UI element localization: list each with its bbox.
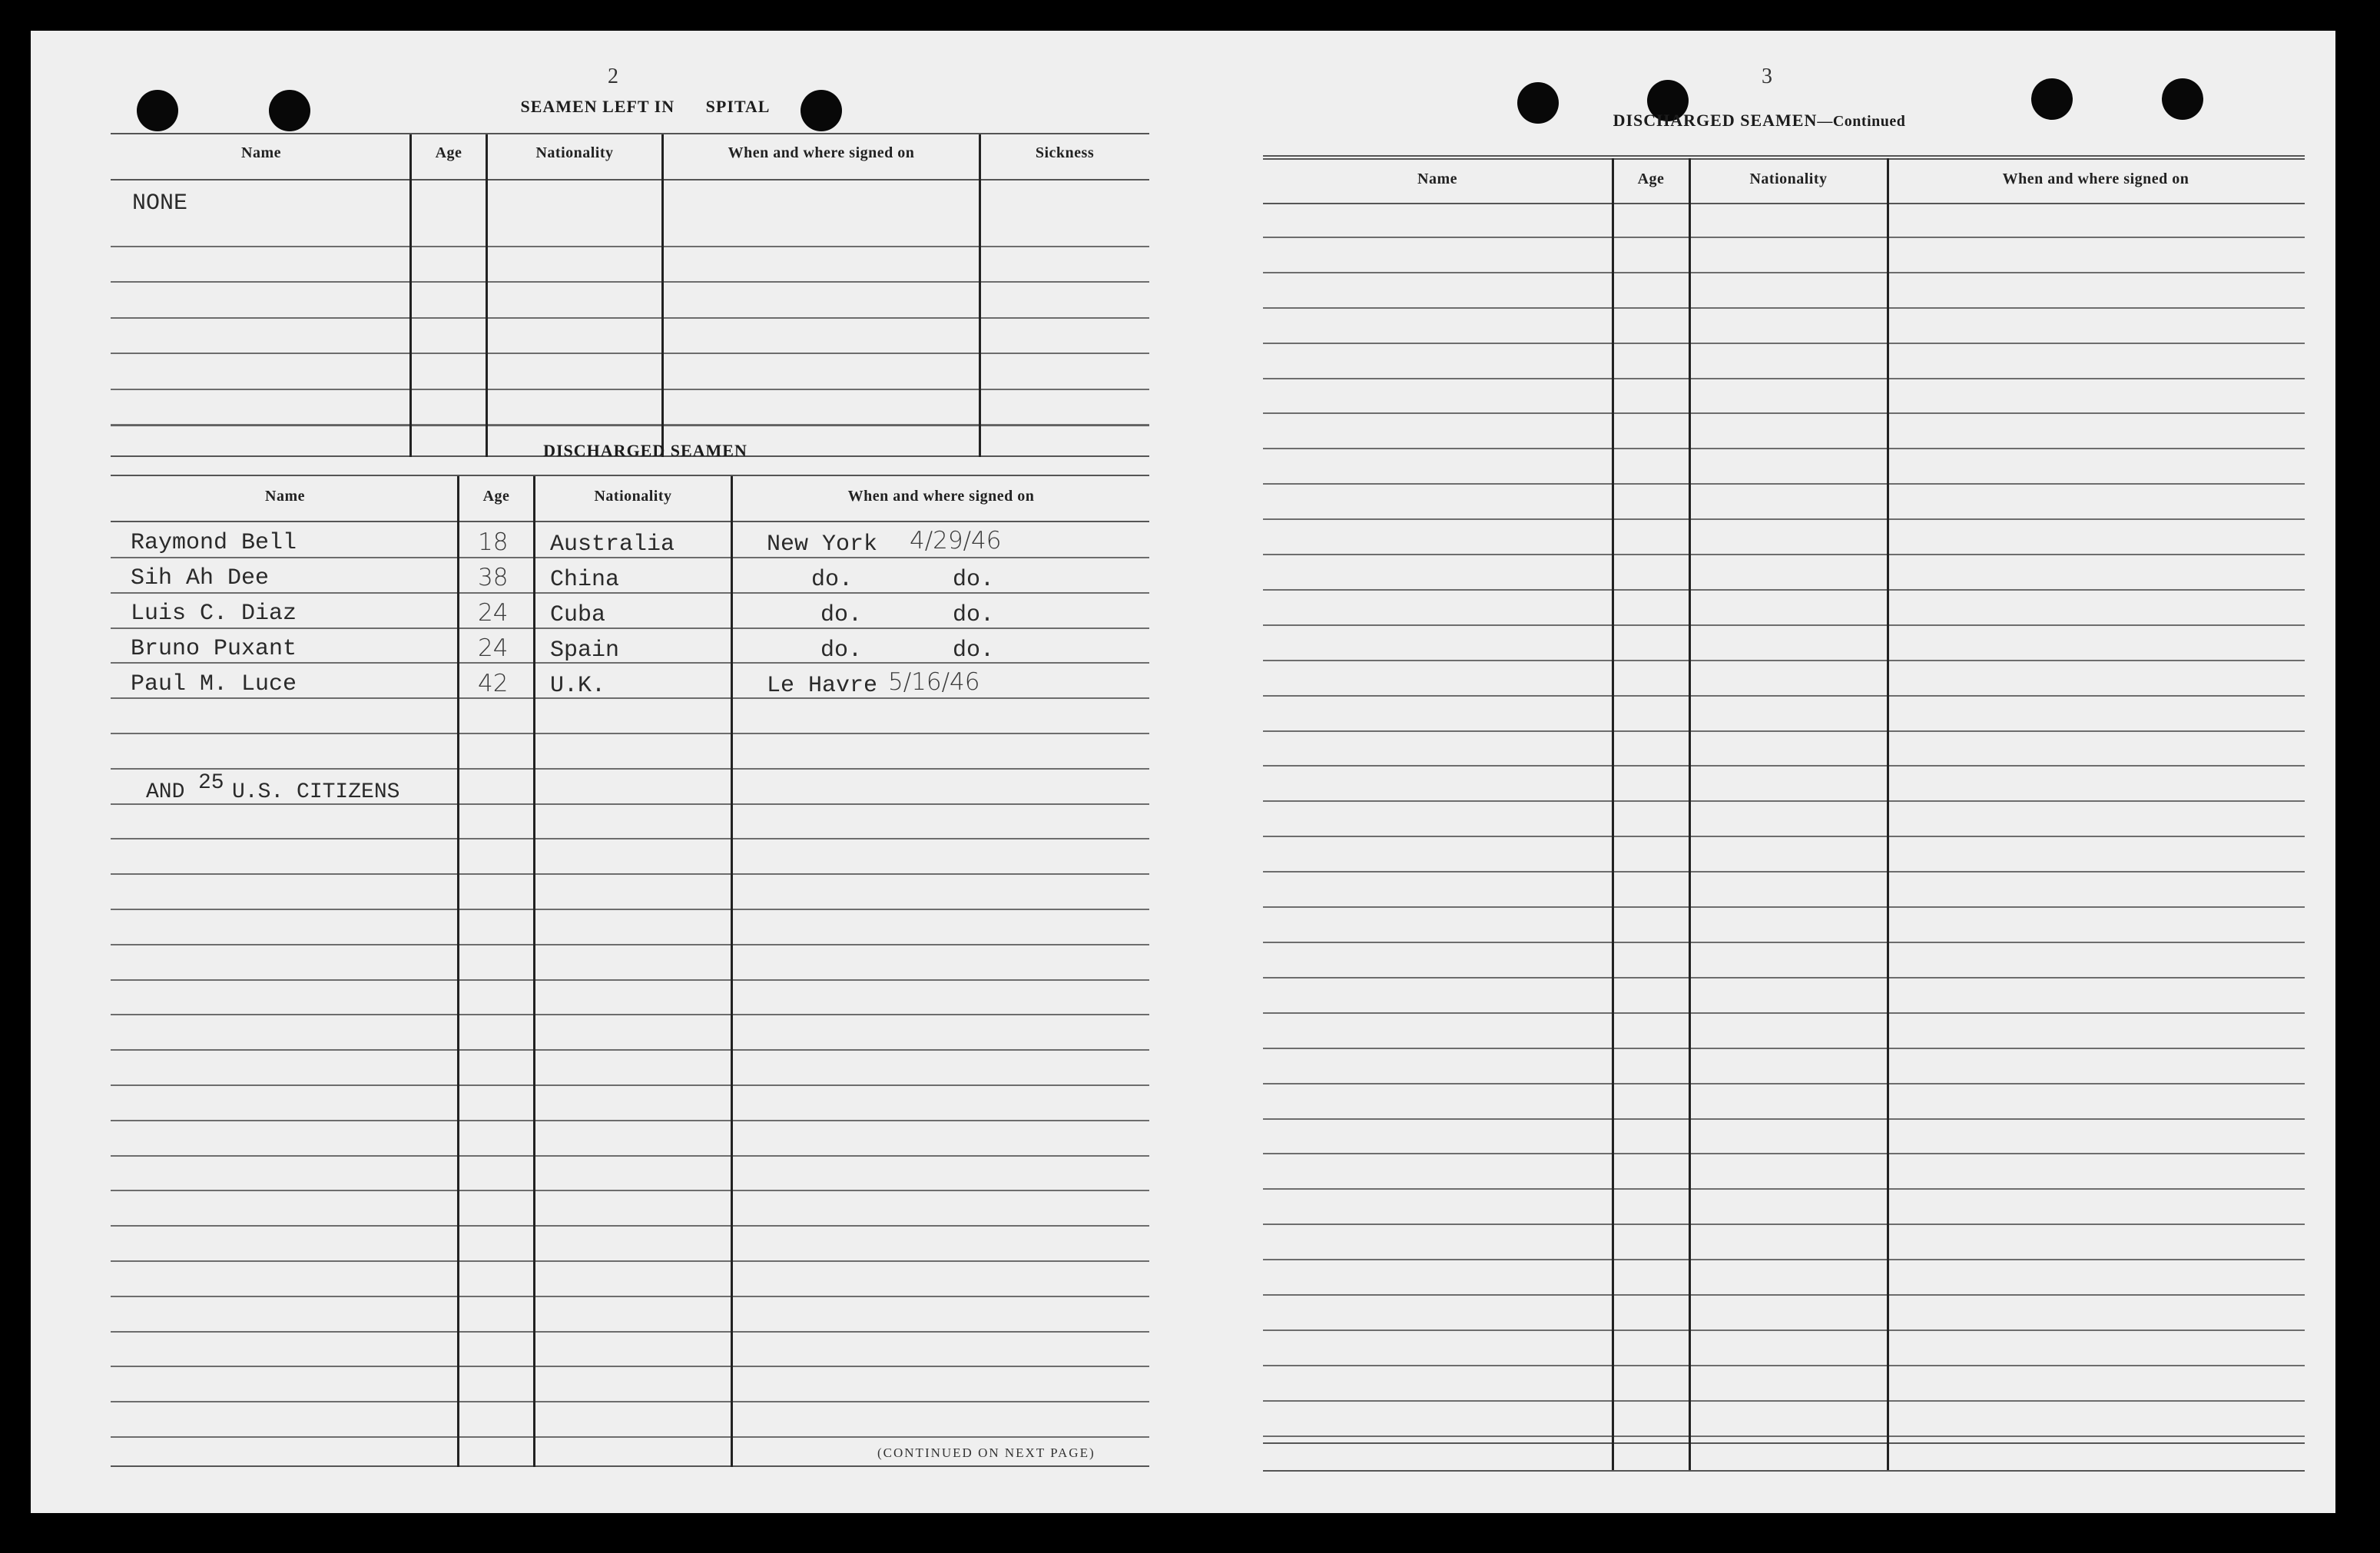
rule-line xyxy=(111,389,1149,390)
rule-line xyxy=(1263,765,2305,767)
rule-line xyxy=(1263,237,2305,238)
seaman-age: 38 xyxy=(478,564,509,591)
rule-line xyxy=(111,733,1149,734)
rule-line xyxy=(1263,554,2305,555)
continued-footer: (CONTINUED ON NEXT PAGE) xyxy=(877,1445,1096,1460)
rule-line xyxy=(111,1296,1149,1297)
rule-line xyxy=(111,1014,1149,1015)
seaman-nationality: U.K. xyxy=(550,673,606,699)
punch-hole xyxy=(2162,78,2203,120)
rule-line xyxy=(1263,343,2305,344)
rule-line xyxy=(111,353,1149,354)
rule-line xyxy=(1263,448,2305,449)
seaman-age: 24 xyxy=(478,634,509,662)
seaman-name: Luis C. Diaz xyxy=(131,601,297,627)
hospital-col-nationality: Nationality xyxy=(535,144,614,161)
page-number: 2 xyxy=(608,65,618,88)
seaman-nationality: Spain xyxy=(550,637,620,664)
rule-line xyxy=(1263,483,2305,485)
punch-hole xyxy=(2031,78,2073,120)
rule-line xyxy=(1263,158,2305,160)
rule-line xyxy=(111,697,1149,699)
rule-line xyxy=(111,1366,1149,1367)
seaman-name: Raymond Bell xyxy=(131,530,297,556)
rule-line xyxy=(111,873,1149,875)
hospital-entry-none: NONE xyxy=(132,190,188,217)
rule-line xyxy=(1263,155,2305,157)
rule-line xyxy=(1263,412,2305,414)
rule-line xyxy=(1263,378,2305,379)
rule-line xyxy=(1263,871,2305,873)
seaman-signed-place: Le Havre xyxy=(767,673,878,699)
seaman-signed-place: do. xyxy=(820,602,863,628)
seaman-nationality: Cuba xyxy=(550,602,606,628)
rule-line xyxy=(111,1084,1149,1086)
rule-line xyxy=(1263,942,2305,943)
seaman-signed-place: do. xyxy=(820,637,863,664)
rule-line xyxy=(111,1436,1149,1438)
rule-line xyxy=(111,1401,1149,1402)
continued-col-age: Age xyxy=(1637,171,1665,187)
rule-line xyxy=(111,1465,1149,1467)
discharged-col-nationality: Nationality xyxy=(594,488,672,505)
page-number: 3 xyxy=(1762,65,1772,88)
rule-line xyxy=(1263,1118,2305,1120)
rule-line xyxy=(1263,977,2305,978)
rule-line xyxy=(111,1049,1149,1051)
us-citizens-note-suffix: U.S. CITIZENS xyxy=(232,780,400,804)
rule-line xyxy=(111,424,1149,426)
rule-line xyxy=(1263,730,2305,732)
rule-line xyxy=(111,521,1149,522)
rule-line xyxy=(1263,624,2305,626)
rule-line xyxy=(1263,589,2305,591)
punch-hole xyxy=(1517,82,1559,124)
seaman-name: Paul M. Luce xyxy=(131,671,297,697)
continued-col-signed-on: When and where signed on xyxy=(2002,171,2189,187)
rule-line xyxy=(1263,1470,2305,1472)
rule-line xyxy=(111,317,1149,319)
rule-line xyxy=(1263,272,2305,273)
seaman-nationality: Australia xyxy=(550,531,675,558)
seaman-name: Sih Ah Dee xyxy=(131,565,270,591)
seaman-signed-date: do. xyxy=(953,602,995,628)
rule-line xyxy=(111,281,1149,283)
document-sheet xyxy=(31,31,2335,1513)
rule-line xyxy=(111,179,1149,180)
discharged-continued-title: DISCHARGED SEAMEN—Continued xyxy=(1613,111,1906,130)
discharged-section-title: DISCHARGED SEAMEN xyxy=(543,441,747,460)
rule-line xyxy=(111,909,1149,910)
rule-line xyxy=(1263,836,2305,837)
rule-line xyxy=(111,133,1149,134)
rule-line xyxy=(1263,203,2305,204)
discharged-col-age: Age xyxy=(482,488,510,505)
us-citizens-note-prefix: AND xyxy=(146,780,185,804)
discharged-col-signed-on: When and where signed on xyxy=(847,488,1035,505)
us-citizens-note-count: 25 xyxy=(198,771,224,795)
rule-line xyxy=(111,768,1149,770)
rule-line xyxy=(1263,1083,2305,1084)
rule-line xyxy=(1263,1153,2305,1154)
rule-line xyxy=(1263,1365,2305,1366)
hospital-section-title xyxy=(461,97,830,117)
rule-line xyxy=(111,475,1149,476)
seaman-signed-place: New York xyxy=(767,531,878,558)
rule-line xyxy=(1263,1048,2305,1049)
seaman-signed-date: 5/16/46 xyxy=(888,668,980,696)
seaman-nationality: China xyxy=(550,567,620,593)
rule-line xyxy=(111,979,1149,981)
hospital-col-signed-on: When and where signed on xyxy=(728,144,915,161)
rule-line xyxy=(1263,695,2305,697)
continued-col-nationality: Nationality xyxy=(1749,171,1828,187)
rule-line xyxy=(1263,1259,2305,1260)
rule-line xyxy=(111,1331,1149,1333)
rule-line xyxy=(1263,1224,2305,1225)
rule-line xyxy=(1263,518,2305,520)
punch-hole xyxy=(269,90,310,131)
rule-line xyxy=(1263,906,2305,908)
rule-line xyxy=(1263,1012,2305,1014)
hospital-title-left: SEAMEN LEFT IN xyxy=(520,97,680,116)
rule-line xyxy=(1263,1294,2305,1296)
rule-line xyxy=(111,1155,1149,1157)
rule-line xyxy=(1263,660,2305,661)
rule-line xyxy=(111,246,1149,247)
rule-line xyxy=(111,1260,1149,1262)
hospital-col-name: Name xyxy=(241,144,281,161)
rule-line xyxy=(1263,1435,2305,1437)
rule-line xyxy=(1263,1188,2305,1190)
rule-line xyxy=(1263,307,2305,309)
rule-line xyxy=(1263,1442,2305,1444)
rule-line xyxy=(111,1120,1149,1121)
rule-line xyxy=(111,1190,1149,1191)
rule-line xyxy=(1263,800,2305,802)
rule-line xyxy=(111,838,1149,839)
seaman-age: 18 xyxy=(478,528,509,556)
seaman-signed-place: do. xyxy=(811,567,854,593)
seaman-signed-date: do. xyxy=(953,637,995,664)
rule-line xyxy=(1263,1400,2305,1402)
hospital-col-sickness: Sickness xyxy=(1035,144,1095,161)
seaman-name: Bruno Puxant xyxy=(131,636,297,662)
discharged-col-name: Name xyxy=(265,488,305,505)
rule-line xyxy=(111,944,1149,945)
continued-col-name: Name xyxy=(1417,171,1457,187)
rule-line xyxy=(1263,1329,2305,1331)
seaman-age: 24 xyxy=(478,599,509,627)
punch-hole xyxy=(137,90,178,131)
hospital-title-right: SPITAL xyxy=(705,97,771,116)
seaman-age: 42 xyxy=(478,670,509,697)
hospital-col-age: Age xyxy=(435,144,462,161)
seaman-signed-date: 4/29/46 xyxy=(910,527,1002,555)
seaman-signed-date: do. xyxy=(953,567,995,593)
rule-line xyxy=(111,1225,1149,1227)
